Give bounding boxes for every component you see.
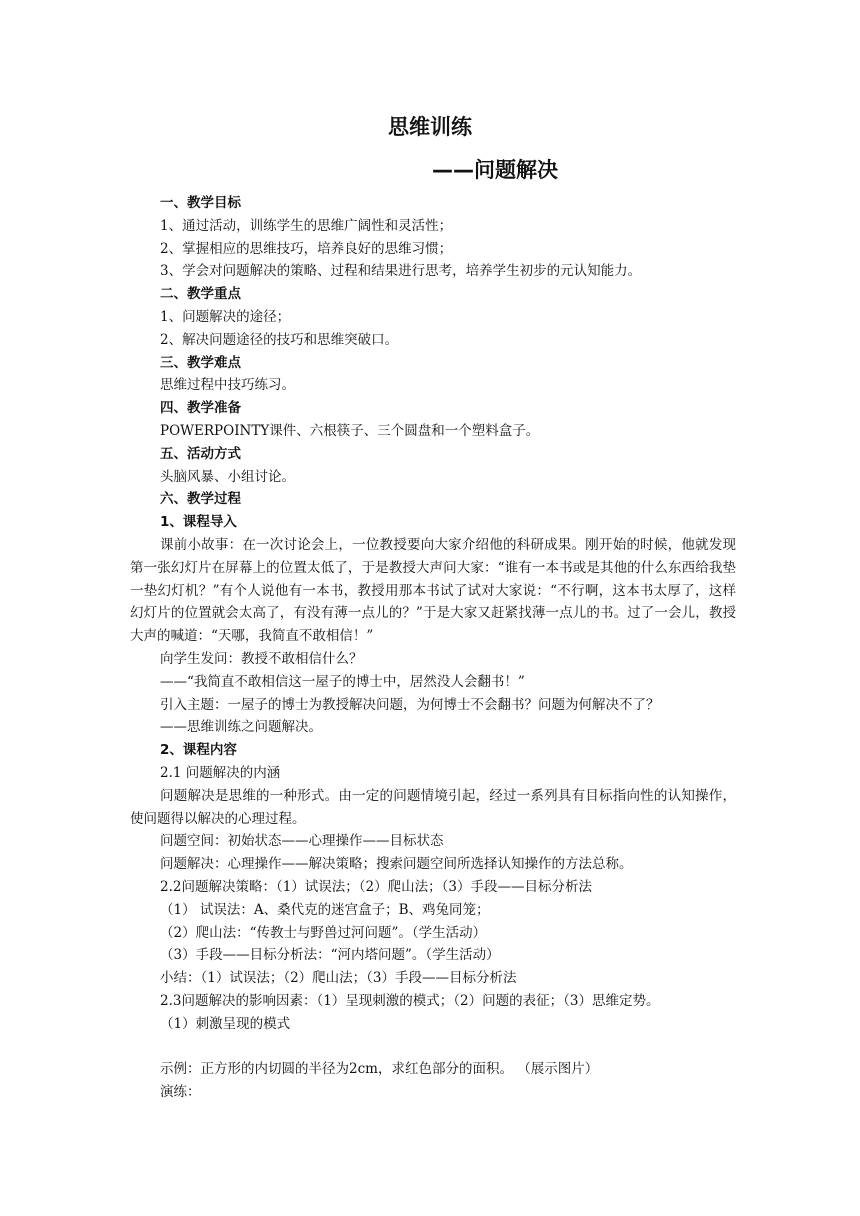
practice-text: 演练： (160, 1084, 201, 1101)
factor-item: （1）刺激呈现的模式 (160, 1015, 291, 1032)
key-point-item: 2、解决问题途径的技巧和思维突破口。 (160, 331, 399, 348)
section-heading-preparation: 四、教学准备 (160, 400, 241, 417)
story-paragraph: 课前小故事：在一次讨论会上，一位教授要向大家介绍他的科研成果。刚开始的时候，他就发现第一张幻灯片在屏幕上的位置太低了，于是教授大声问大家：“谁有一本书或是其他的什么东西给我垫一垫幻灯机？”有个人说他有一本书，教授用那本书试了试对大家说：“不行啊，这本书太厚了，这样幻灯片的位置就会太高了，有没有薄一点儿的？”于是大家又赶紧找薄一点儿的书。过了一会儿，教授大声的喊道：“天哪，我简直不敢相信！” (130, 536, 736, 645)
goal-item: 1、通过活动，训练学生的思维广阔性和灵活性； (160, 217, 453, 234)
intro-topic-text: 引入主题：一屋子的博士为教授解决问题，为何博士不会翻书？问题为何解决不了？ (160, 696, 660, 713)
method-item: （2）爬山法：“传教士与野兽过河问题”。（学生活动） (160, 924, 487, 941)
document-body (130, 192, 736, 1104)
intro-topic-text-2: ——思维训练之问题解决。 (160, 719, 322, 736)
activity-text: 头脑风暴、小组讨论。 (160, 468, 295, 485)
question-text: 向学生发问：教授不敢相信什么？ (160, 650, 363, 667)
definition-paragraph: 问题解决是思维的一种形式。由一定的问题情境引起，经过一系列具有目标指向性的认知操作，使问题得以解决的心理过程。 (130, 787, 736, 827)
key-point-item: 1、问题解决的途径； (160, 308, 291, 325)
preparation-text: POWERPOINTY课件、六根筷子、三个圆盘和一个塑料盒子。 (160, 422, 540, 439)
method-item: （3）手段——目标分析法：“河内塔问题”。（学生活动） (160, 947, 500, 964)
summary-text: 小结：（1）试误法；（2）爬山法；（3）手段——目标分析法 (160, 970, 517, 987)
answer-text: ——“我简直不敢相信这一屋子的博士中，居然没人会翻书！” (160, 673, 525, 690)
example-text: 示例：正方形的内切圆的半径为2cm，求红色部分的面积。 （展示图片） (160, 1061, 599, 1078)
section-heading-difficulties: 三、教学难点 (160, 354, 241, 371)
section-heading-activity: 五、活动方式 (160, 445, 241, 462)
subsection-heading-intro: 1、课程导入 (160, 514, 237, 531)
difficulty-text: 思维过程中技巧练习。 (160, 377, 295, 394)
content-2-2-heading: 2.2问题解决策略：（1）试误法；（2）爬山法；（3）手段——目标分析法 (160, 878, 592, 895)
blank-line (130, 1035, 736, 1058)
section-heading-process: 六、教学过程 (160, 491, 241, 508)
content-2-3-heading: 2.3问题解决的影响因素：（1）呈现刺激的模式；（2）问题的表征；（3）思维定势。 (160, 992, 660, 1009)
problem-space-text: 问题空间：初始状态——心理操作——目标状态 (160, 833, 444, 850)
method-item: （1） 试误法：A、桑代克的迷宫盒子；B、鸡兔同笼； (160, 901, 490, 918)
section-heading-goals: 一、教学目标 (160, 195, 241, 211)
problem-solving-text: 问题解决：心理操作——解决策略；搜索问题空间所选择认知操作的方法总称。 (160, 856, 633, 873)
document-subtitle: ——问题解决 (432, 158, 558, 182)
goal-item: 2、掌握相应的思维技巧，培养良好的思维习惯； (160, 240, 453, 257)
section-heading-key-points: 二、教学重点 (160, 286, 241, 303)
goal-item: 3、学会对问题解决的策略、过程和结果进行思考，培养学生初步的元认知能力。 (160, 263, 642, 280)
subsection-heading-content: 2、课程内容 (160, 742, 237, 759)
content-2-1-heading: 2.1 问题解决的内涵 (160, 764, 281, 781)
document-title: 思维训练 (388, 115, 472, 139)
